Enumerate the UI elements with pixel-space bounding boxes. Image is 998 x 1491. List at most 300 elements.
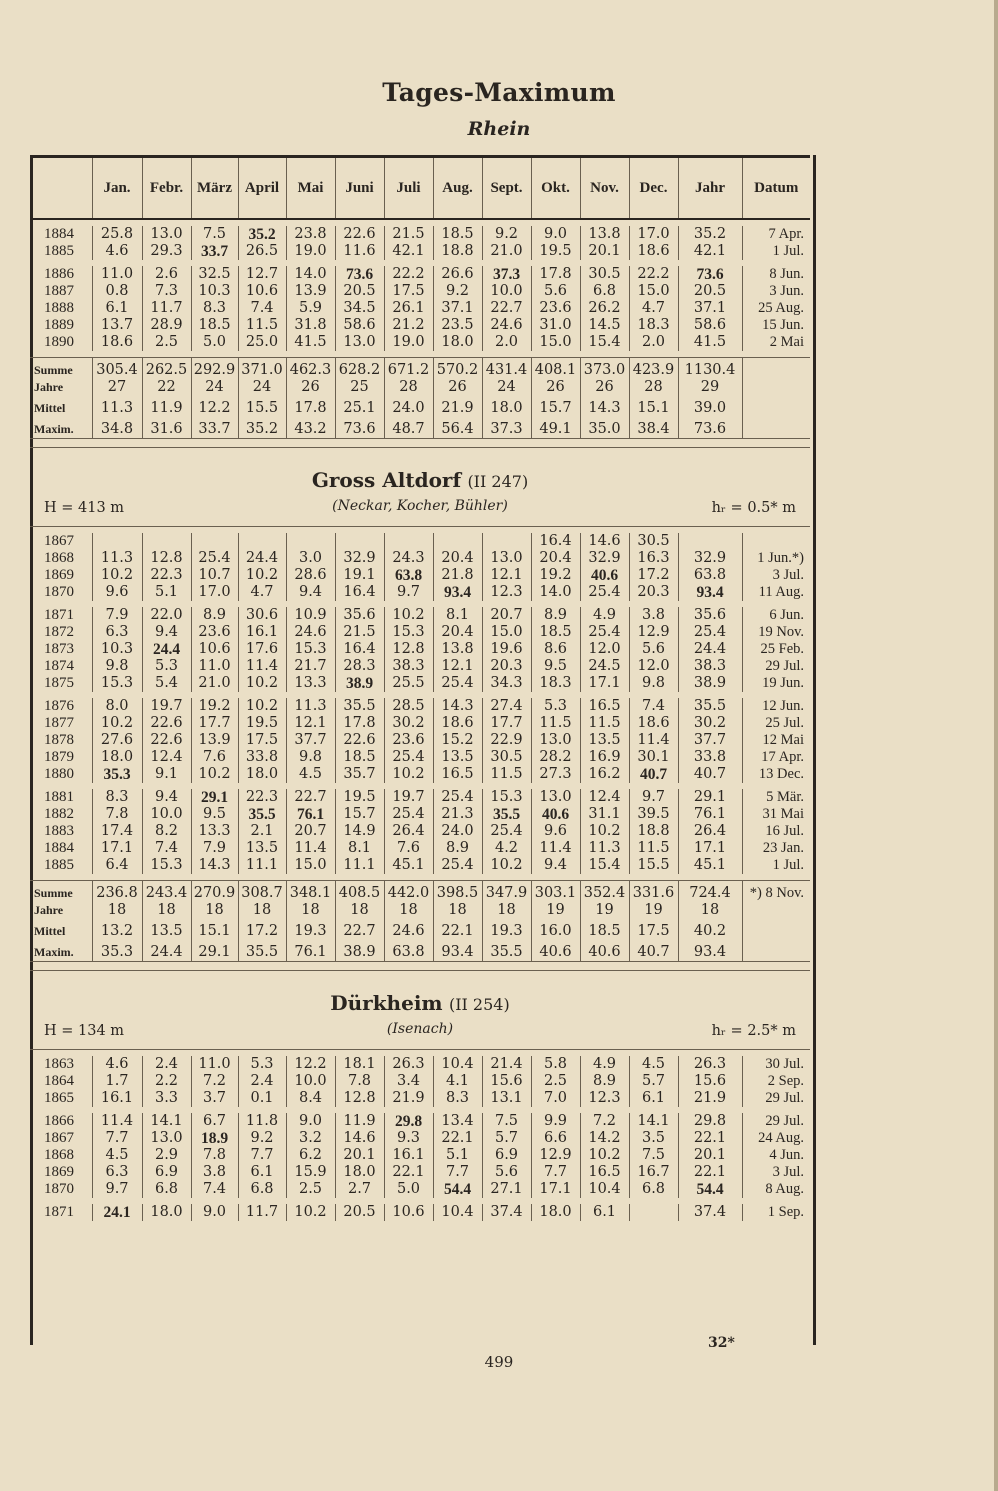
date-cell: 12 Mai <box>742 732 810 749</box>
value-cell: 10.2 <box>384 766 433 783</box>
value-cell: 6.3 <box>92 1164 142 1181</box>
value-cell: 21.9 <box>384 1090 433 1107</box>
value-cell: 34.5 <box>335 300 384 317</box>
value-cell: 15.4 <box>580 857 629 874</box>
maxim-cell: 34.8 <box>92 417 142 439</box>
value-cell: 93.4 <box>433 584 482 601</box>
value-cell: 11.1 <box>238 857 286 874</box>
value-cell <box>191 533 238 550</box>
mittel-cell: 18.0 <box>482 396 531 417</box>
value-cell: 21.5 <box>384 226 433 243</box>
value-cell: 12.4 <box>142 749 191 766</box>
value-cell: 18.8 <box>433 243 482 260</box>
value-cell: 13.4 <box>433 1113 482 1130</box>
value-cell: 10.2 <box>92 567 142 584</box>
value-cell: 9.4 <box>286 584 335 601</box>
jahre-cell: 26 <box>580 379 629 396</box>
mittel-cell: 17.8 <box>286 396 335 417</box>
value-cell: 7.8 <box>191 1147 238 1164</box>
year-cell: 1868 <box>44 550 74 566</box>
value-cell: 13.7 <box>92 317 142 334</box>
maxim-label: Maxim. <box>30 417 92 439</box>
year-cell: 1870 <box>44 1181 74 1197</box>
value-cell: 15.3 <box>142 857 191 874</box>
value-cell: 9.0 <box>286 1113 335 1130</box>
value-cell: 20.7 <box>482 607 531 624</box>
summe-cell: 308.7 <box>238 881 286 903</box>
value-cell: 17.1 <box>92 840 142 857</box>
value-cell: 76.1 <box>678 806 742 823</box>
value-cell: 3.5 <box>629 1130 678 1147</box>
value-cell: 12.2 <box>286 1056 335 1073</box>
year-cell: 1874 <box>44 658 74 674</box>
value-cell: 9.2 <box>482 226 531 243</box>
value-cell: 7.3 <box>142 283 191 300</box>
value-cell: 20.3 <box>482 658 531 675</box>
value-cell: 10.0 <box>286 1073 335 1090</box>
value-cell: 18.6 <box>92 334 142 351</box>
value-cell: 38.3 <box>678 658 742 675</box>
table-row <box>30 283 810 300</box>
summe-label: Summe <box>30 881 92 903</box>
value-cell: 4.7 <box>238 584 286 601</box>
value-cell: 12.9 <box>531 1147 580 1164</box>
year-cell: 1884 <box>44 226 74 242</box>
summe-cell: 423.9 <box>629 358 678 380</box>
value-cell: 12.8 <box>142 550 191 567</box>
value-cell: 19.1 <box>335 567 384 584</box>
table-row <box>30 789 810 806</box>
value-cell: 2.4 <box>238 1073 286 1090</box>
value-cell: 3.3 <box>142 1090 191 1107</box>
date-cell: 29 Jul. <box>742 1090 810 1107</box>
value-cell: 25.8 <box>92 226 142 243</box>
jahre-cell: 25 <box>335 379 384 396</box>
value-cell: 33.8 <box>678 749 742 766</box>
jahre-cell: 18 <box>482 902 531 919</box>
value-cell: 6.1 <box>92 300 142 317</box>
value-cell: 11.5 <box>580 715 629 732</box>
summe-cell: 236.8 <box>92 881 142 903</box>
value-cell: 17.1 <box>678 840 742 857</box>
table-row <box>30 806 810 823</box>
value-cell: 6.1 <box>238 1164 286 1181</box>
value-cell: 14.3 <box>433 698 482 715</box>
table-row <box>30 584 810 601</box>
value-cell: 17.2 <box>629 567 678 584</box>
column-header: März <box>191 157 238 220</box>
summe-label: Summe <box>30 358 92 380</box>
value-cell: 17.1 <box>531 1181 580 1198</box>
value-cell: 8.9 <box>191 607 238 624</box>
value-cell: 11.5 <box>482 766 531 783</box>
value-cell: 11.7 <box>238 1204 286 1221</box>
value-cell <box>629 1204 678 1221</box>
value-cell: 19.5 <box>238 715 286 732</box>
value-cell: 28.2 <box>531 749 580 766</box>
blank-cell <box>742 417 810 439</box>
value-cell: 13.0 <box>531 789 580 806</box>
year-cell: 1877 <box>44 715 74 731</box>
value-cell: 4.6 <box>92 1056 142 1073</box>
value-cell: 37.7 <box>678 732 742 749</box>
maxim-cell: 35.2 <box>238 417 286 439</box>
year-cell: 1869 <box>44 1164 74 1180</box>
value-cell: 11.5 <box>629 840 678 857</box>
value-cell: 25.4 <box>433 789 482 806</box>
summe-cell: 347.9 <box>482 881 531 903</box>
value-cell: 3.2 <box>286 1130 335 1147</box>
group-spacer <box>30 219 810 226</box>
jahre-cell: 28 <box>629 379 678 396</box>
value-cell: 32.9 <box>335 550 384 567</box>
value-cell: 93.4 <box>678 584 742 601</box>
value-cell: 5.0 <box>384 1181 433 1198</box>
value-cell: 2.5 <box>286 1181 335 1198</box>
value-cell <box>335 533 384 550</box>
value-cell: 15.0 <box>629 283 678 300</box>
value-cell: 73.6 <box>678 266 742 283</box>
date-cell: 1 Sep. <box>742 1204 810 1221</box>
date-cell: 29 Jul. <box>742 1113 810 1130</box>
value-cell: 25.4 <box>580 584 629 601</box>
value-cell: 6.8 <box>580 283 629 300</box>
value-cell: 7.7 <box>433 1164 482 1181</box>
value-cell: 39.5 <box>629 806 678 823</box>
value-cell: 7.2 <box>580 1113 629 1130</box>
page-edge <box>994 0 998 1491</box>
value-cell: 5.9 <box>286 300 335 317</box>
value-cell: 35.5 <box>238 806 286 823</box>
value-cell: 10.2 <box>580 823 629 840</box>
year-cell: 1889 <box>44 317 74 333</box>
column-header: Datum <box>742 157 810 220</box>
date-cell: 17 Apr. <box>742 749 810 766</box>
value-cell: 24.4 <box>238 550 286 567</box>
value-cell: 9.2 <box>433 283 482 300</box>
table-row <box>30 1090 810 1107</box>
page-number: 499 <box>484 1353 514 1371</box>
value-cell: 7.0 <box>531 1090 580 1107</box>
value-cell: 7.2 <box>191 1073 238 1090</box>
table-row <box>30 300 810 317</box>
maxim-cell: 35.3 <box>92 940 142 962</box>
value-cell: 10.2 <box>238 698 286 715</box>
value-cell: 10.4 <box>580 1181 629 1198</box>
value-cell: 35.7 <box>335 766 384 783</box>
value-cell: 4.5 <box>92 1147 142 1164</box>
value-cell: 9.5 <box>531 658 580 675</box>
year-cell: 1888 <box>44 300 74 316</box>
value-cell: 26.6 <box>433 266 482 283</box>
year-cell: 1867 <box>44 1130 74 1146</box>
value-cell: 9.8 <box>629 675 678 692</box>
table-header-row <box>30 157 810 220</box>
value-cell: 9.4 <box>142 624 191 641</box>
mittel-cell: 14.3 <box>580 396 629 417</box>
station-height: H = 134 m <box>44 1023 125 1039</box>
value-cell: 22.7 <box>482 300 531 317</box>
value-cell: 19.2 <box>191 698 238 715</box>
value-cell: 6.1 <box>580 1204 629 1221</box>
value-cell: 12.8 <box>384 641 433 658</box>
value-cell: 26.3 <box>384 1056 433 1073</box>
value-cell: 32.5 <box>191 266 238 283</box>
value-cell: 17.0 <box>191 584 238 601</box>
value-cell: 18.5 <box>433 226 482 243</box>
value-cell: 18.6 <box>629 715 678 732</box>
value-cell: 23.6 <box>191 624 238 641</box>
value-cell: 5.6 <box>482 1164 531 1181</box>
value-cell: 5.3 <box>238 1056 286 1073</box>
value-cell: 11.0 <box>191 1056 238 1073</box>
value-cell: 7.5 <box>629 1147 678 1164</box>
value-cell: 14.6 <box>580 533 629 550</box>
value-cell: 10.0 <box>482 283 531 300</box>
value-cell <box>482 533 531 550</box>
mittel-row <box>30 919 810 940</box>
value-cell: 9.4 <box>142 789 191 806</box>
mittel-cell: 22.7 <box>335 919 384 940</box>
value-cell: 35.5 <box>678 698 742 715</box>
value-cell: 18.9 <box>191 1130 238 1147</box>
value-cell: 12.0 <box>580 641 629 658</box>
value-cell: 16.5 <box>433 766 482 783</box>
value-cell: 1.7 <box>92 1073 142 1090</box>
value-cell: 10.7 <box>191 567 238 584</box>
table-row <box>30 1056 810 1073</box>
maxim-row <box>30 417 810 439</box>
maxim-cell: 63.8 <box>384 940 433 962</box>
summe-cell: 243.4 <box>142 881 191 903</box>
date-cell: 25 Aug. <box>742 300 810 317</box>
value-cell: 29.3 <box>142 243 191 260</box>
station-header-row <box>30 448 810 527</box>
value-cell: 10.2 <box>92 715 142 732</box>
jahre-cell: 18 <box>678 902 742 919</box>
date-cell: 3 Jul. <box>742 567 810 584</box>
year-cell: 1869 <box>44 567 74 583</box>
year-cell: 1872 <box>44 624 74 640</box>
value-cell: 4.9 <box>580 607 629 624</box>
column-header: Jahr <box>678 157 742 220</box>
maxim-cell: 35.0 <box>580 417 629 439</box>
value-cell: 5.3 <box>531 698 580 715</box>
value-cell: 4.6 <box>92 243 142 260</box>
value-cell: 3.4 <box>384 1073 433 1090</box>
value-cell: 13.5 <box>433 749 482 766</box>
value-cell: 27.4 <box>482 698 531 715</box>
value-cell: 10.2 <box>580 1147 629 1164</box>
value-cell: 21.9 <box>678 1090 742 1107</box>
value-cell: 58.6 <box>335 317 384 334</box>
value-cell: 9.0 <box>191 1204 238 1221</box>
mittel-cell: 24.0 <box>384 396 433 417</box>
value-cell: 12.7 <box>238 266 286 283</box>
value-cell: 22.3 <box>238 789 286 806</box>
value-cell: 26.4 <box>678 823 742 840</box>
value-cell: 17.7 <box>482 715 531 732</box>
year-cell: 1881 <box>44 789 74 805</box>
mittel-cell: 16.0 <box>531 919 580 940</box>
value-cell: 5.0 <box>191 334 238 351</box>
value-cell: 7.6 <box>191 749 238 766</box>
value-cell: 27.1 <box>482 1181 531 1198</box>
jahre-cell: 19 <box>531 902 580 919</box>
date-cell: 7 Apr. <box>742 226 810 243</box>
value-cell: 22.0 <box>142 607 191 624</box>
data-table <box>30 155 810 1227</box>
value-cell: 7.4 <box>238 300 286 317</box>
value-cell: 14.0 <box>286 266 335 283</box>
year-cell: 1864 <box>44 1073 74 1089</box>
column-header: Mai <box>286 157 335 220</box>
value-cell: 15.6 <box>482 1073 531 1090</box>
maxim-cell: 24.4 <box>142 940 191 962</box>
date-cell: 3 Jul. <box>742 1164 810 1181</box>
value-cell: 28.3 <box>335 658 384 675</box>
summe-cell: 724.4 <box>678 881 742 903</box>
value-cell: 18.6 <box>629 243 678 260</box>
value-cell: 13.0 <box>482 550 531 567</box>
date-cell: 3 Jun. <box>742 283 810 300</box>
table-row <box>30 1113 810 1130</box>
jahre-cell: 24 <box>191 379 238 396</box>
value-cell: 9.0 <box>531 226 580 243</box>
value-cell: 18.1 <box>335 1056 384 1073</box>
value-cell: 6.3 <box>92 624 142 641</box>
mittel-cell: 17.5 <box>629 919 678 940</box>
value-cell: 27.6 <box>92 732 142 749</box>
maxim-cell: 29.1 <box>191 940 238 962</box>
value-cell: 7.8 <box>92 806 142 823</box>
table-row <box>30 567 810 584</box>
summe-cell: 1130.4 <box>678 358 742 380</box>
value-cell: 21.8 <box>433 567 482 584</box>
value-cell: 25.4 <box>433 857 482 874</box>
value-cell: 37.3 <box>482 266 531 283</box>
year-cell: 1865 <box>44 1090 74 1106</box>
value-cell: 38.9 <box>335 675 384 692</box>
value-cell: 25.4 <box>678 624 742 641</box>
value-cell: 11.5 <box>238 317 286 334</box>
value-cell: 18.0 <box>531 1204 580 1221</box>
value-cell: 22.6 <box>142 715 191 732</box>
summe-cell: 371.0 <box>238 358 286 380</box>
date-cell: 11 Aug. <box>742 584 810 601</box>
value-cell: 25.0 <box>238 334 286 351</box>
blank-cell <box>742 902 810 919</box>
table-row <box>30 607 810 624</box>
maxim-cell: 76.1 <box>286 940 335 962</box>
table-row <box>30 317 810 334</box>
value-cell: 13.8 <box>433 641 482 658</box>
year-cell: 1871 <box>44 1204 74 1220</box>
value-cell: 4.2 <box>482 840 531 857</box>
year-cell: 1876 <box>44 698 74 714</box>
jahre-cell: 18 <box>335 902 384 919</box>
value-cell: 26.5 <box>238 243 286 260</box>
value-cell: 20.5 <box>335 1204 384 1221</box>
mittel-cell: 18.5 <box>580 919 629 940</box>
value-cell: 40.7 <box>678 766 742 783</box>
value-cell: 3.0 <box>286 550 335 567</box>
value-cell: 4.5 <box>629 1056 678 1073</box>
year-cell: 1890 <box>44 334 74 350</box>
value-cell: 9.6 <box>531 823 580 840</box>
value-cell: 25.4 <box>384 806 433 823</box>
value-cell: 35.5 <box>482 806 531 823</box>
summe-cell: 262.5 <box>142 358 191 380</box>
value-cell: 16.7 <box>629 1164 678 1181</box>
mittel-cell: 17.2 <box>238 919 286 940</box>
value-cell: 12.8 <box>335 1090 384 1107</box>
value-cell: 21.7 <box>286 658 335 675</box>
value-cell: 41.5 <box>678 334 742 351</box>
value-cell: 12.1 <box>482 567 531 584</box>
value-cell: 2.9 <box>142 1147 191 1164</box>
value-cell: 11.8 <box>238 1113 286 1130</box>
value-cell: 11.0 <box>191 658 238 675</box>
value-cell: 12.3 <box>482 584 531 601</box>
table-row <box>30 243 810 260</box>
value-cell: 14.2 <box>580 1130 629 1147</box>
jahre-cell: 18 <box>384 902 433 919</box>
value-cell: 6.9 <box>142 1164 191 1181</box>
maxim-cell: 40.6 <box>580 940 629 962</box>
value-cell: 9.7 <box>629 789 678 806</box>
value-cell: 35.2 <box>238 226 286 243</box>
value-cell: 9.6 <box>92 584 142 601</box>
value-cell: 8.1 <box>433 607 482 624</box>
table-row <box>30 1130 810 1147</box>
table-row <box>30 533 810 550</box>
station-name-line <box>30 468 810 492</box>
value-cell: 15.3 <box>384 624 433 641</box>
value-cell: 10.9 <box>286 607 335 624</box>
value-cell: 16.9 <box>580 749 629 766</box>
value-cell: 8.3 <box>191 300 238 317</box>
value-cell: 17.4 <box>92 823 142 840</box>
mittel-cell: 15.1 <box>191 919 238 940</box>
date-cell: 8 Jun. <box>742 266 810 283</box>
value-cell: 16.4 <box>335 584 384 601</box>
value-cell: 33.8 <box>238 749 286 766</box>
value-cell: 42.1 <box>384 243 433 260</box>
value-cell: 26.3 <box>678 1056 742 1073</box>
value-cell: 11.3 <box>286 698 335 715</box>
value-cell: 16.5 <box>580 698 629 715</box>
value-cell: 35.6 <box>335 607 384 624</box>
blank-cell <box>742 396 810 417</box>
group-spacer <box>30 439 810 448</box>
value-cell: 16.1 <box>92 1090 142 1107</box>
summe-cell: 431.4 <box>482 358 531 380</box>
value-cell: 16.4 <box>335 641 384 658</box>
value-cell: 3.7 <box>191 1090 238 1107</box>
value-cell: 30.1 <box>629 749 678 766</box>
mittel-cell: 19.3 <box>286 919 335 940</box>
value-cell <box>142 533 191 550</box>
value-cell: 13.9 <box>191 732 238 749</box>
year-cell: 1868 <box>44 1147 74 1163</box>
jahre-label: Jahre <box>34 380 64 394</box>
table-row <box>30 1204 810 1221</box>
value-cell: 15.0 <box>531 334 580 351</box>
summe-cell: 408.1 <box>531 358 580 380</box>
value-cell: 54.4 <box>678 1181 742 1198</box>
value-cell: 10.6 <box>384 1204 433 1221</box>
